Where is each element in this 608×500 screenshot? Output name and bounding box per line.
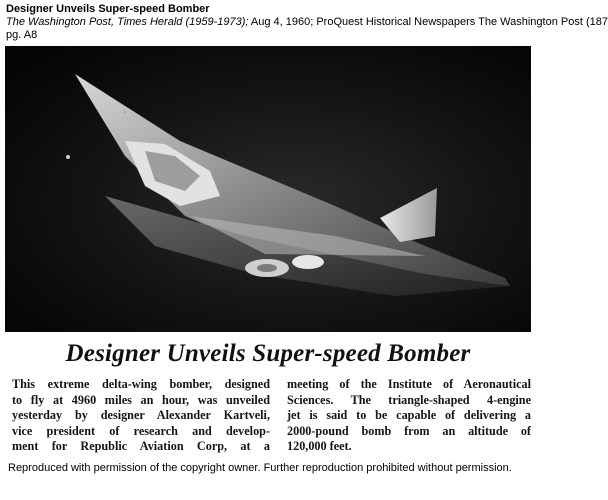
citation-header — [6, 3, 608, 42]
article-headline: Designer Unveils Super-speed Bomber — [65, 340, 471, 367]
citation-source-line — [6, 16, 608, 29]
bomber-photo — [5, 46, 531, 332]
article-line: 2000-pound bomb from an altitude of — [287, 423, 531, 438]
citation-page: pg. A8 — [6, 29, 38, 41]
article-line: vice president of research and develop- — [12, 423, 270, 438]
article-line: ment for Republic Aviation Corp, at a — [12, 439, 270, 453]
article-line: to fly at 4960 miles an hour, was unveiled — [12, 392, 270, 407]
citation-title: Designer Unveils Super-speed Bomber — [6, 3, 210, 15]
article-line: jet is said to be capable of delivering a — [287, 408, 531, 422]
delta-wing-bomber-photo — [5, 46, 531, 332]
article-line: This extreme delta-wing bomber, designed — [12, 377, 270, 391]
citation-details: Aug 4, 1960; ProQuest Historical Newspapers The Washington Post (187 — [248, 16, 608, 28]
article-column-right — [287, 377, 531, 455]
citation-source: The Washington Post, Times Herald (1959-1973); — [6, 16, 249, 28]
article-line: Sciences. The triangle-shaped 4-engine — [287, 392, 531, 407]
article-line: yesterday by designer Alexander Kartveli, — [12, 408, 270, 422]
copyright-footer: Reproduced with permission of the copyright owner. Further reproduction prohibited without permission. — [8, 462, 512, 474]
article-line: meeting of the Institute of Aeronautical — [287, 377, 531, 391]
article-line: 120,000 feet. — [287, 439, 352, 453]
article-column-left — [12, 377, 270, 455]
